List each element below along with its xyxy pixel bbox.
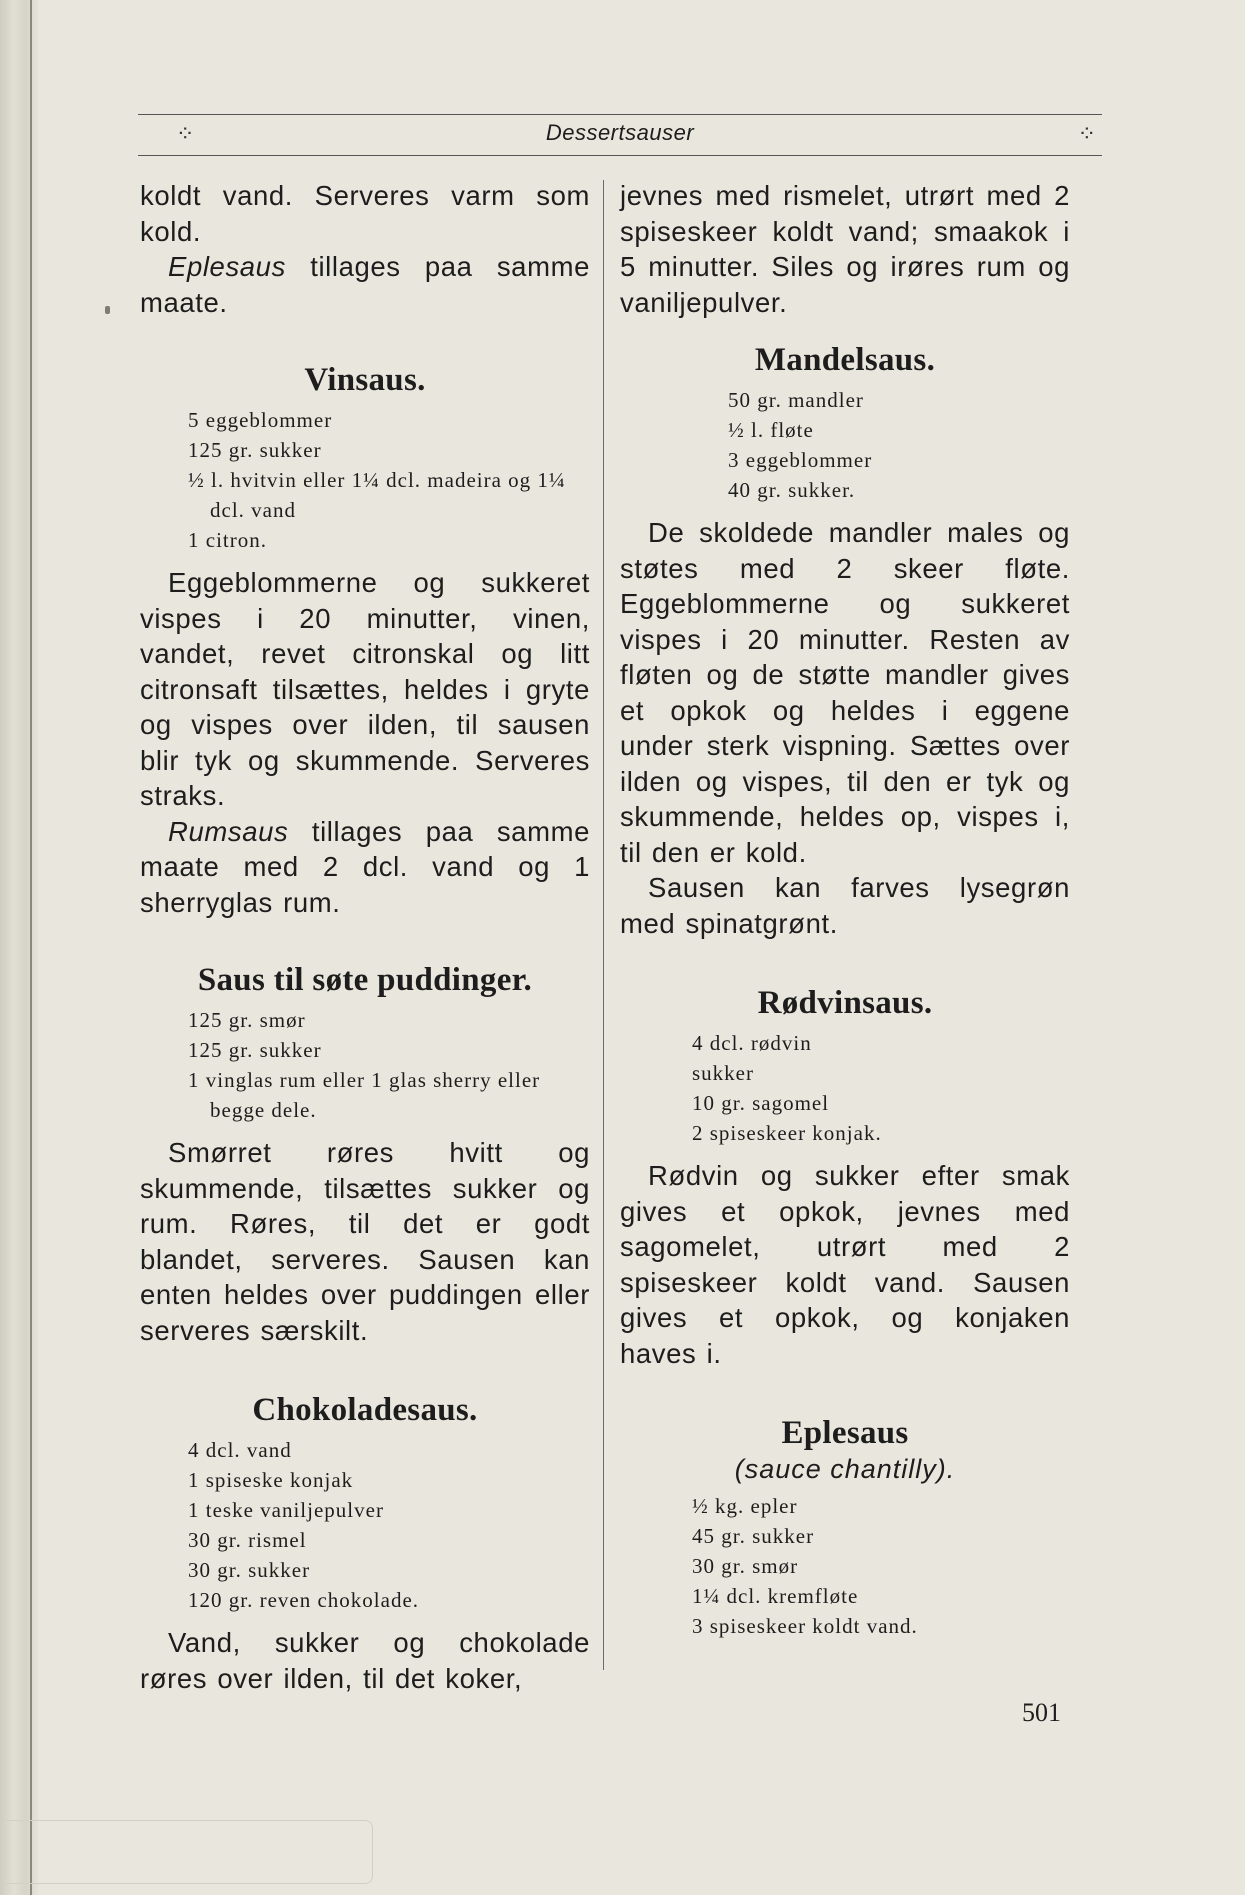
ingredient: 1 spiseske konjak <box>188 1468 354 1492</box>
ingredient: 2 spiseskeer konjak. <box>692 1121 882 1145</box>
running-head <box>138 114 1102 156</box>
heading-vinsaus: Vinsaus. <box>304 362 426 398</box>
ingredient: 4 dcl. vand <box>188 1438 292 1462</box>
ingredients-chokoladesaus <box>188 1435 590 1615</box>
ingredient: 5 eggeblommer <box>188 408 333 432</box>
page-number: 501 <box>1022 1698 1061 1727</box>
book-page <box>38 0 1245 1895</box>
ingredients-puddinger <box>188 1005 590 1125</box>
ingredient: 45 gr. sukker <box>692 1524 815 1548</box>
ingredient: 1 vinglas rum eller 1 glas sherry eller begge dele. <box>188 1068 541 1122</box>
ingredient: 3 spiseskeer koldt vand. <box>692 1614 918 1638</box>
ingredient: 120 gr. reven chokolade. <box>188 1588 420 1612</box>
ornament-left-icon: ⁘ <box>176 121 195 146</box>
heading-eplesaus: Eplesaus <box>781 1415 909 1451</box>
ingredients-eplesaus <box>692 1491 1070 1641</box>
ingredient: 40 gr. sukker. <box>728 478 856 502</box>
ingredient: ½ l. fløte <box>728 418 814 442</box>
binding-shadow-line <box>30 0 32 1895</box>
ingredient: 10 gr. sagomel <box>692 1091 830 1115</box>
paragraph-jevnes: jevnes med rismelet, utrørt med 2 spiseskeer koldt vand; smaakok i 5 minutter. Siles og irøres rum og vaniljepulver. <box>620 180 1070 318</box>
ingredient: sukker <box>692 1061 754 1085</box>
heading-mandelsaus: Mandelsaus. <box>754 342 936 378</box>
paragraph-koldt-vand: koldt vand. Serveres varm som kold. <box>140 180 590 247</box>
left-column <box>140 178 590 1696</box>
running-head-title: Dessertsauser <box>545 120 695 145</box>
paragraph-chokoladesaus-method: Vand, sukker og chokolade røres over ilden, til det koker, <box>140 1627 590 1694</box>
ingredients-vinsaus <box>188 405 590 555</box>
ingredient: 4 dcl. rødvin <box>692 1031 812 1055</box>
page-binding <box>0 0 38 1895</box>
heading-rodvinsaus: Rødvinsaus. <box>757 985 933 1021</box>
ingredient: 125 gr. smør <box>188 1008 306 1032</box>
ingredient: 125 gr. sukker <box>188 438 322 462</box>
ingredient: 30 gr. smør <box>692 1554 799 1578</box>
subheading-sauce-chantilly: (sauce chantilly). <box>734 1454 956 1484</box>
paragraph-rumsaus-note <box>140 814 590 921</box>
column-rule <box>603 180 604 1670</box>
ingredient: 30 gr. sukker <box>188 1558 311 1582</box>
ingredients-mandelsaus <box>728 385 1070 505</box>
ingredient: 30 gr. rismel <box>188 1528 307 1552</box>
heading-saus-til-sote-puddinger: Saus til søte puddinger. <box>197 962 533 998</box>
ingredient: ½ kg. epler <box>692 1494 798 1518</box>
ingredient: 1 citron. <box>188 528 267 552</box>
paragraph-eplesaus-note <box>140 249 590 320</box>
stray-ink-mark <box>105 306 110 314</box>
ingredient: 50 gr. mandler <box>728 388 864 412</box>
paragraph-puddinger-method: Smørret røres hvitt og skummende, tilsættes sukker og rum. Røres, til det er godt blandet, serveres. Sausen kan enten heldes over puddingen eller serveres særskilt. <box>140 1137 590 1346</box>
ornament-right-icon: ⁘ <box>1077 121 1096 146</box>
rumsaus-italic: Rumsaus <box>168 815 289 847</box>
paragraph-rodvinsaus-method: Rødvin og sukker efter smak gives et opkok, jevnes med sagomelet, utrørt med 2 spiseskeer koldt vand. Sausen gives et opkok, og konjaken haves i. <box>620 1160 1070 1369</box>
ingredient: 1 teske vaniljepulver <box>188 1498 384 1522</box>
ingredients-rodvinsaus <box>692 1028 1070 1148</box>
heading-chokoladesaus: Chokoladesaus. <box>252 1392 478 1428</box>
ingredient: 1¼ dcl. kremfløte <box>692 1584 859 1608</box>
ingredient: 125 gr. sukker <box>188 1038 322 1062</box>
paragraph-mandelsaus-method: De skoldede mandler males og støtes med 2 skeer fløte. Eggeblommerne og sukkeret vispes i 20 minutter. Resten av fløten og de støtte mandler gives et opkok og heldes i eggene under sterk vispning. Sættes over ilden og vispes, til den er tyk og skummende, heldes op, vispes i, til den er kold. <box>620 517 1070 868</box>
paragraph-mandelsaus-color: Sausen kan farves lysegrøn med spinatgrønt. <box>620 872 1070 939</box>
rumsaus-note-text: tillages paa samme maate med 2 dcl. vand og 1 sherryglas rum. <box>140 815 590 918</box>
ingredient: ½ l. hvitvin eller 1¼ dcl. madeira og 1¼ dcl. vand <box>188 468 566 522</box>
ingredient: 3 eggeblommer <box>728 448 873 472</box>
paragraph-vinsaus-method: Eggeblommerne og sukkeret vispes i 20 minutter, vinen, vandet, revet citronskal og litt citronsaft tilsættes, heldes i gryte og vispes over ilden, til sausen blir tyk og skummende. Serveres straks. <box>140 567 590 811</box>
eplesaus-italic: Eplesaus <box>168 251 286 282</box>
eplesaus-note-text: tillages paa samme maate. <box>140 251 590 318</box>
right-column <box>620 178 1070 1651</box>
